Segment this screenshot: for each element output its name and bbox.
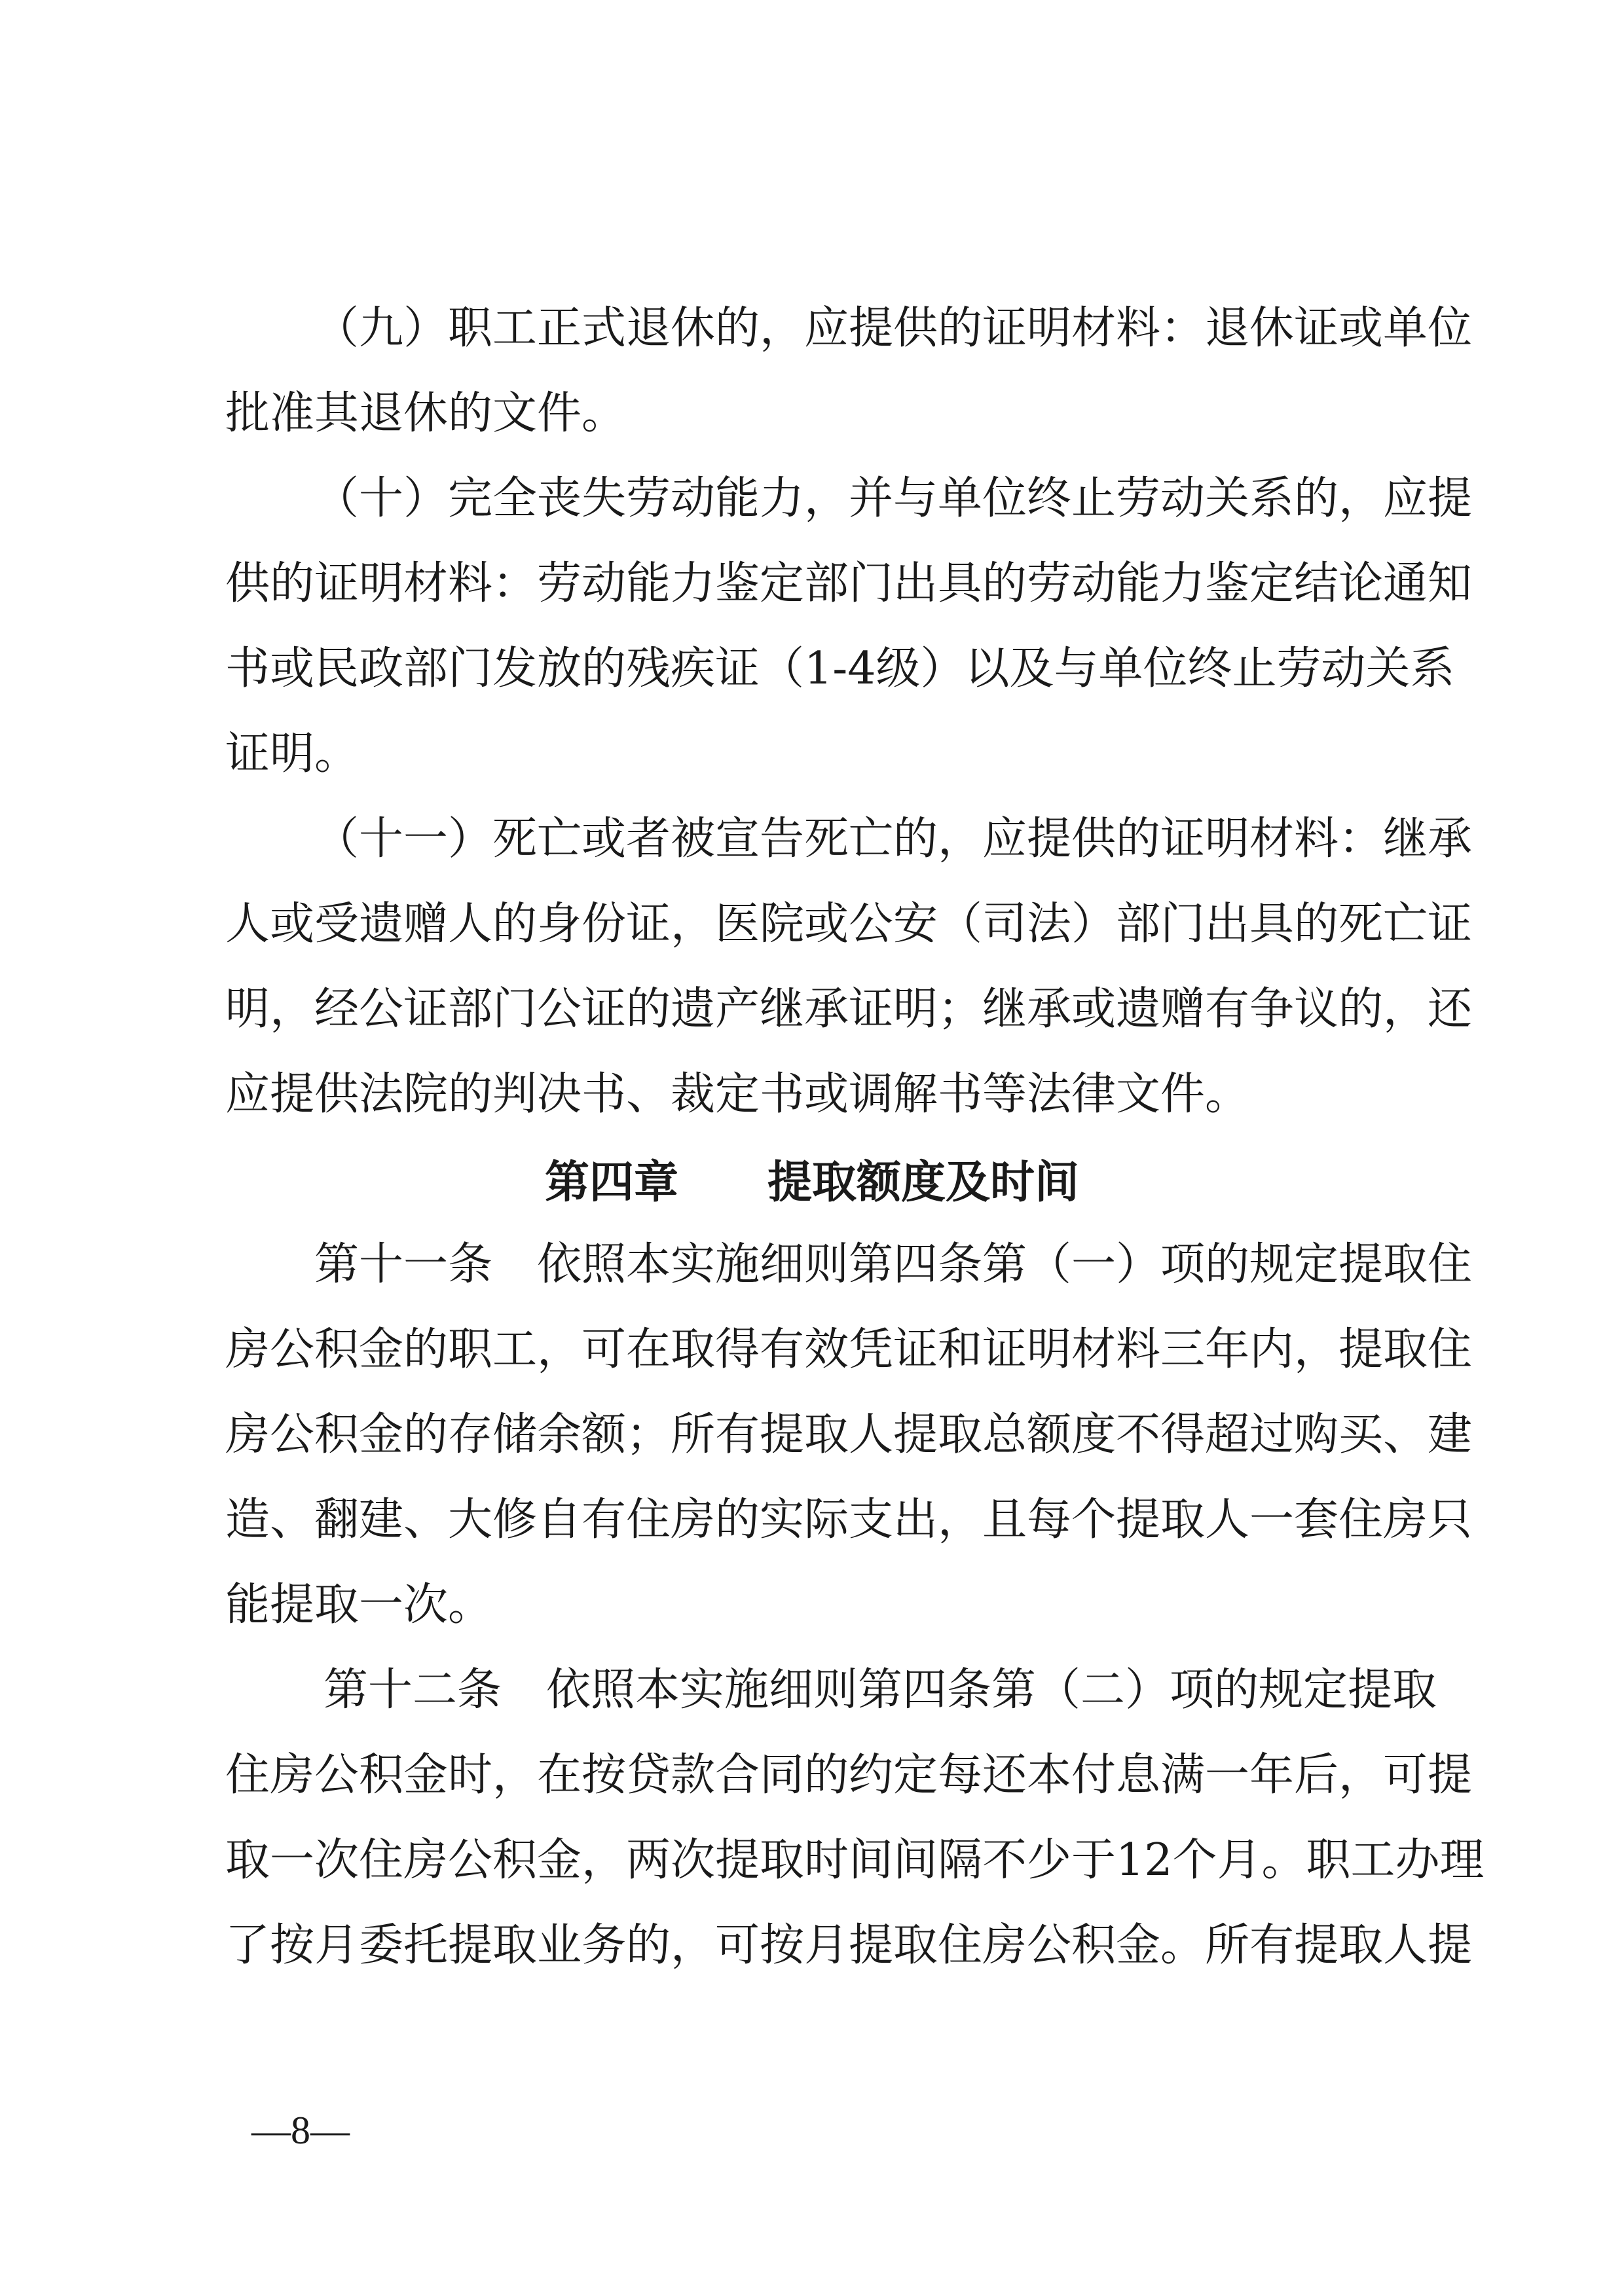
page-number: —8— (251, 2109, 350, 2152)
text-line: 应提供法院的判决书、裁定书或调解书等法律文件。 (225, 1068, 1250, 1120)
text-line: 供的证明材料：劳动能力鉴定部门出具的劳动能力鉴定结论通知 (225, 558, 1473, 610)
text-line: （十）完全丧失劳动能力，并与单位终止劳动关系的，应提 (314, 473, 1473, 524)
text-line: 批准其退休的文件。 (225, 388, 627, 439)
paragraph-nine (225, 286, 1473, 456)
text-line: （十一）死亡或者被宣告死亡的，应提供的证明材料：继承 (314, 813, 1473, 865)
paragraph-eleven (225, 797, 1473, 1137)
text-line: 人或受遗赠人的身份证，医院或公安（司法）部门出具的死亡证 (225, 898, 1473, 950)
text-line: 能提取一次。 (225, 1579, 493, 1631)
text-line: 明，经公证部门公证的遗产继承证明；继承或遗赠有争议的，还 (225, 983, 1473, 1035)
text-line: 第十二条 依照本实施细则第四条第（二）项的规定提取 (323, 1664, 1437, 1716)
text-line: 证明。 (225, 728, 360, 780)
text-line: 第十一条 依照本实施细则第四条第（一）项的规定提取住 (314, 1239, 1473, 1290)
text-line: （九）职工正式退休的，应提供的证明材料：退休证或单位 (314, 302, 1473, 354)
article-twelve (225, 1648, 1485, 1988)
text-line: 房公积金的职工，可在取得有效凭证和证明材料三年内，提取住 (225, 1324, 1473, 1376)
text-line: 造、翻建、大修自有住房的实际支出，且每个提取人一套住房只 (225, 1494, 1473, 1546)
chapter-heading: 第四章 提取额度及时间 (544, 1157, 1079, 1209)
text-line: 书或民政部门发放的残疾证（1-4级）以及与单位终止劳动关系 (225, 643, 1455, 695)
text-line: 取一次住房公积金，两次提取时间间隔不少于12个月。职工办理 (225, 1834, 1485, 1886)
article-eleven (225, 1222, 1473, 1648)
text-line: 房公积金的存储余额；所有提取人提取总额度不得超过购买、建 (225, 1409, 1473, 1461)
text-line: 住房公积金时，在按贷款合同的约定每还本付息满一年后，可提 (225, 1749, 1473, 1801)
paragraph-ten (225, 456, 1473, 797)
text-line: 了按月委托提取业务的，可按月提取住房公积金。所有提取人提 (225, 1920, 1473, 1971)
